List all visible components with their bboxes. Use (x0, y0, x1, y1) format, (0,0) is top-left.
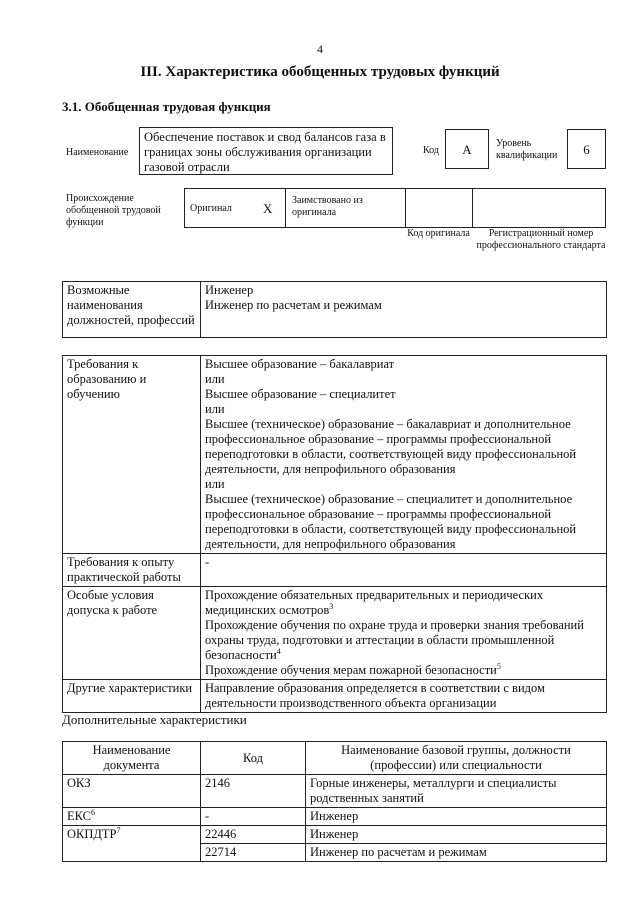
footnote-ref: 4 (276, 646, 281, 656)
subsection-title: 3.1. Обобщенная трудовая функция (62, 99, 271, 114)
additional-title: Дополнительные характеристики (62, 712, 247, 727)
level-label: Уровень квалификации (496, 138, 558, 161)
education-line: Высшее образование – бакалавриат (205, 357, 395, 371)
header-name: Наименование базовой группы, должности (профессии) или специальности (306, 742, 607, 775)
doc-cell: ОКПДТР$^7$ (63, 826, 201, 862)
position-item: Инженер по расчетам и режимам (205, 298, 382, 312)
doc-cell: ЕКС$^6$ (63, 808, 201, 826)
name-cell: Инженер по расчетам и режимам (306, 844, 607, 862)
code-label: Код (423, 145, 439, 156)
positions-table (62, 281, 607, 338)
section-title: III. Характеристика обобщенных трудовых функций (140, 64, 500, 80)
education-line: Высшее (техническое) образование – бакалавриат и дополнительное профессиональное образование – программы профессиональной переподготовки в области, соответствующей виду профессиональной деятельности, для непрофильного образования (205, 417, 577, 476)
code-value-box: A (445, 129, 489, 169)
education-line: или (205, 477, 225, 491)
position-item: Инженер (205, 283, 254, 297)
table-row (63, 826, 607, 844)
table-row (63, 808, 607, 826)
borrowed-label: Заимствовано из оригинала (292, 195, 363, 218)
reg-number-caption: Регистрационный номер профессионального стандарта (476, 228, 606, 251)
requirements-table (62, 355, 607, 713)
admission-row (63, 587, 607, 680)
admission-label: Особые условия допуска к работе (63, 587, 201, 680)
code-cell: 2146 (201, 775, 306, 808)
education-label: Требования к образованию и обучению (63, 356, 201, 554)
admission-line: Прохождение обучения мерам пожарной безопасности$^5$ (205, 661, 501, 677)
additional-table (62, 741, 607, 862)
positions-label: Возможные наименования должностей, профессий (63, 282, 201, 338)
original-label: Оригинал (190, 203, 232, 214)
header-code: Код (201, 742, 306, 775)
positions-values (201, 282, 607, 338)
name-label: Наименование (66, 147, 129, 158)
code-original-caption: Код оригинала (407, 228, 470, 239)
footnote-ref: 6 (91, 807, 95, 817)
name-cell: Инженер (306, 826, 607, 844)
code-cell: 22446 (201, 826, 306, 844)
origin-label: Происхождение обобщенной трудовой функции (66, 193, 161, 228)
header-doc: Наименование документа (63, 742, 201, 775)
origin-divider-1 (285, 188, 286, 228)
education-line: Высшее образование – специалитет (205, 387, 396, 401)
admission-values (201, 587, 607, 680)
other-row (63, 680, 607, 713)
code-cell: - (201, 808, 306, 826)
name-cell: Инженер (306, 808, 607, 826)
function-name-box: Обеспечение поставок и свод балансов газа в границах зоны обслуживания организации газовой отрасли (139, 127, 393, 175)
admission-line: Прохождение обучения по охране труда и проверки знания требований охраны труда, подготовки и аттестации в области промышленной безопасности$^4$ (205, 618, 584, 662)
experience-row (63, 554, 607, 587)
other-value: Направление образования определяется в соответствии с видом деятельности производственного объекта организации (201, 680, 607, 713)
code-cell: 22714 (201, 844, 306, 862)
level-value-box: 6 (567, 129, 606, 169)
page-number: 4 (317, 42, 323, 56)
footnote-ref: 3 (329, 601, 334, 611)
other-label: Другие характеристики (63, 680, 201, 713)
footnote-ref: 7 (116, 825, 121, 835)
education-line: или (205, 402, 225, 416)
education-line: или (205, 372, 225, 386)
admission-line: Прохождение обязательных предварительных и периодических медицинских осмотров$^3$ (205, 588, 544, 617)
origin-divider-3 (472, 188, 473, 228)
doc-cell: ОКЗ (63, 775, 201, 808)
additional-header-row (63, 742, 607, 775)
origin-divider-2 (405, 188, 406, 228)
original-mark: X (263, 201, 273, 216)
experience-value: - (201, 554, 607, 587)
footnote-ref: 5 (496, 661, 501, 671)
table-row (63, 775, 607, 808)
education-line: Высшее (техническое) образование – специалитет и дополнительное профессиональное образование – программы профессиональной переподготовки в области, соответствующей виду профессиональной деятельности, для непрофильного образования (205, 492, 577, 551)
education-row (63, 356, 607, 554)
experience-label: Требования к опыту практической работы (63, 554, 201, 587)
education-values (201, 356, 607, 554)
name-cell: Горные инженеры, металлурги и специалисты родственных занятий (306, 775, 607, 808)
